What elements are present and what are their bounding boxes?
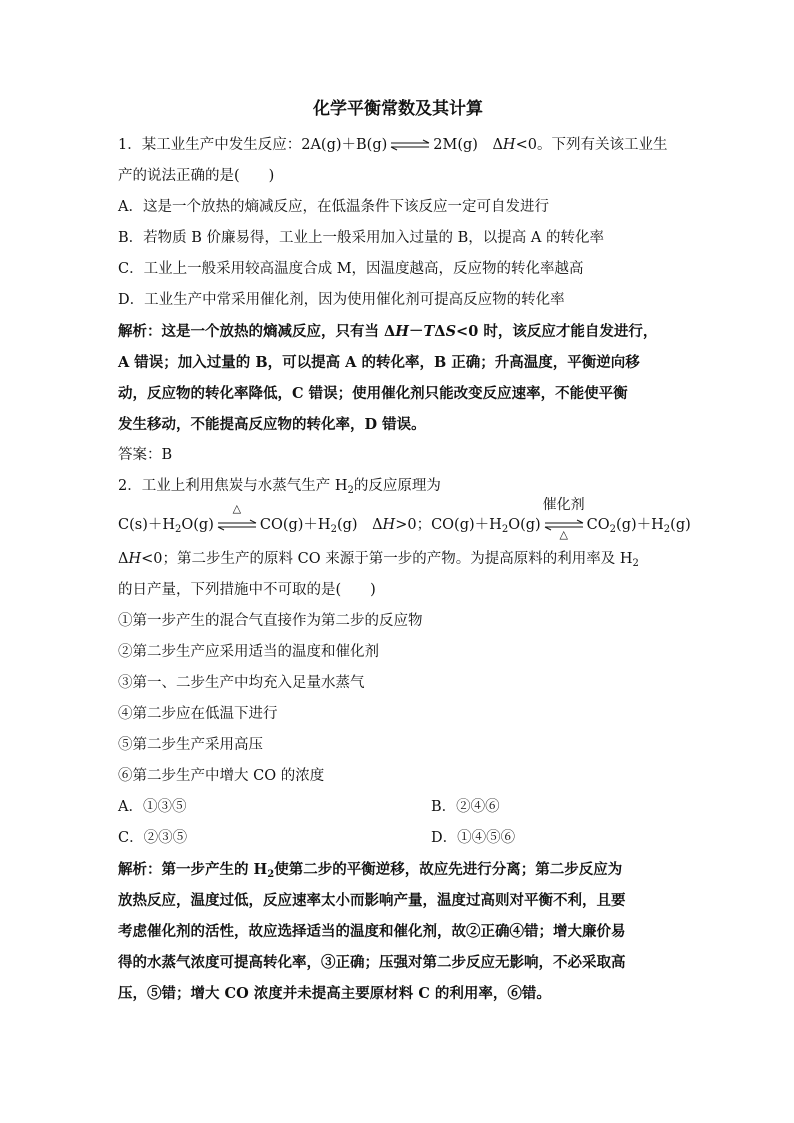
q2-option-b: B．②④⑥ <box>431 799 500 815</box>
q1-analysis-line1: 解析：这是一个放热的熵减反应，只有当 ΔH－TΔS<0 时，该反应才能自发进行， <box>118 323 658 340</box>
q2-analysis-line4: 得的水蒸气浓度可提高转化率，③正确；压强对第二步反应无影响，不必采取高 <box>118 954 626 971</box>
q1-analysis-line4: 发生移动，不能提高反应物的转化率，D 错误。 <box>118 416 426 433</box>
q2-analysis-line5: 压，⑤错；增大 CO 浓度并未提高主要原材料 C 的利用率，⑥错。 <box>118 985 551 1002</box>
q2-item-6: ⑥第二步生产中增大 CO 的浓度 <box>118 768 325 784</box>
q2-item-1: ①第一步产生的混合气直接作为第二步的反应物 <box>118 613 423 629</box>
q2-analysis-line2: 放热反应，温度过低，反应速率太小而影响产量，温度过高则对平衡不利，且要 <box>118 892 626 909</box>
q2-analysis-line1: 解析：第一步产生的 $H_2$使第二步的平衡逆移，故应先进行分离；第二步反应为 <box>118 861 623 880</box>
q2-option-d: D．①④⑤⑥ <box>431 830 516 846</box>
equilibrium-arrow-icon <box>389 139 431 151</box>
q1-option-d: D．工业生产中常采用催化剂，因为使用催化剂可提高反应物的转化率 <box>118 292 565 308</box>
q1-option-a: A．这是一个放热的熵减反应，在低温条件下该反应一定可自发进行 <box>118 199 549 215</box>
q1-option-b: B．若物质 B 价廉易得，工业上一般采用加入过量的 B，以提高 A 的转化率 <box>118 230 604 246</box>
catalyst-arrow-icon: 催化剂 △ <box>542 497 585 541</box>
q2-reaction-equations: $C(s)+H_2O(g)$ △ $CO(g)+H_2(g)$ ΔH>0；$CO(g)+H_2O(g)$ 催化剂 △ $CO_2(g)+H_2(g)$ <box>118 497 691 541</box>
q2-options-row2 <box>118 823 678 854</box>
q2-item-2: ②第二步生产应采用适当的温度和催化剂 <box>118 644 379 660</box>
q1-stem-line2: 产的说法正确的是( ) <box>118 168 275 184</box>
q2-stem-line4: 的日产量，下列措施中不可取的是( ) <box>118 582 376 598</box>
q2-option-a: A．①③⑤ <box>118 799 187 815</box>
q2-options-row1 <box>118 792 678 823</box>
q2-stem-line3: ΔH<0；第二步生产的原料 CO 来源于第一步的产物。为提高原料的利用率及 $H_2$ <box>118 551 639 569</box>
q2-option-c: C．②③⑤ <box>118 830 188 846</box>
q2-item-5: ⑤第二步生产采用高压 <box>118 737 263 753</box>
q1-answer: 答案：B <box>118 447 173 463</box>
reversible-arrow-icon: △ <box>216 519 258 531</box>
q2-item-4: ④第二步应在低温下进行 <box>118 706 278 722</box>
q2-stem-line1: 2．工业上利用焦炭与水蒸气生产 $H_2$的反应原理为 <box>118 478 441 496</box>
q1-analysis-line3: 动，反应物的转化率降低，C 错误；使用催化剂只能改变反应速率，不能使平衡 <box>118 385 628 402</box>
q2-item-3: ③第一、二步生产中均充入足量水蒸气 <box>118 675 365 691</box>
q2-analysis-line3: 考虑催化剂的活性，故应选择适当的温度和催化剂，故②正确④错；增大廉价易 <box>118 923 626 940</box>
page-title: 化学平衡常数及其计算 <box>313 99 483 119</box>
q1-analysis-line2: A 错误；加入过量的 B，可以提高 A 的转化率，B 正确；升高温度，平衡逆向移 <box>118 354 640 371</box>
q1-stem-line1: 1．某工业生产中发生反应：2A(g)＋B(g) 2M(g) ΔH<0。下列有关该工业生 <box>118 137 668 153</box>
q1-option-c: C．工业上一般采用较高温度合成 M，因温度越高，反应物的转化率越高 <box>118 261 584 277</box>
document-page <box>118 96 691 1009</box>
